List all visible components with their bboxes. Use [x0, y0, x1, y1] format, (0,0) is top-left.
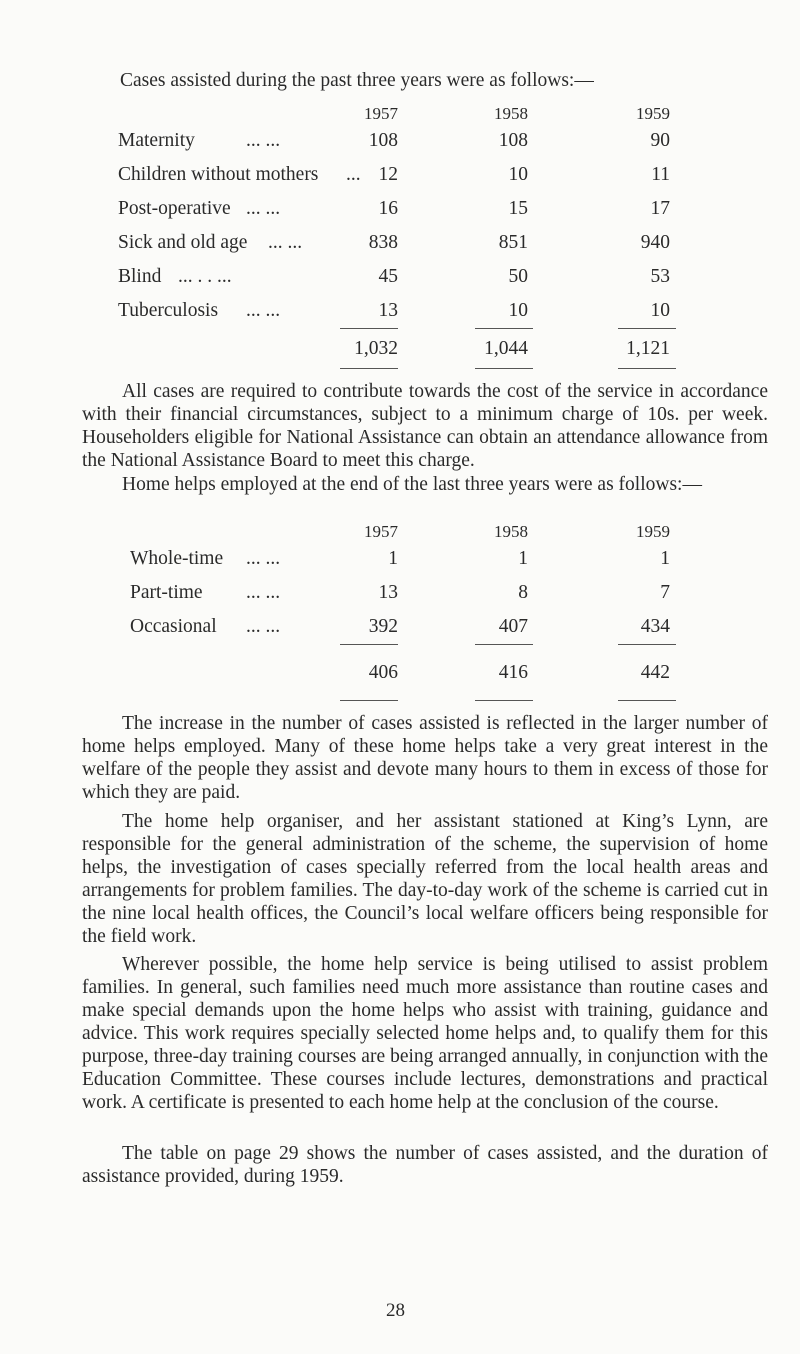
- total-rule: [475, 328, 533, 329]
- cell-1957: 838: [368, 232, 398, 253]
- table-reference-paragraph: The table on page 29 shows the number of cases assisted, and the duration of assistance provided, during 1959.: [82, 1143, 768, 1187]
- table-row: [118, 548, 678, 572]
- total-1959: 442: [640, 662, 670, 683]
- leader-dots: ... ...: [246, 300, 281, 321]
- leader-dots: ... ...: [268, 232, 303, 253]
- leader-dots: ...: [346, 164, 361, 185]
- total-rule: [340, 328, 398, 329]
- cases-year-1958: 1958: [494, 104, 528, 123]
- problem-families-paragraph: Wherever possible, the home help service is being utilised to assist problem families. In general, such families need much more assistance than routine cases and make special demands upon the home helps who assist with training, guidance and advice. This work requires specially selected home helps and, to qualify them for this purpose, three-day training courses are being arranged annually, in conjunction with the Education Committee. These courses include lectures, demonstrations and practical work. A certificate is presented to each home help at the conclusion of the course.: [82, 954, 768, 1113]
- table-row: [118, 582, 678, 606]
- table-row: [118, 198, 678, 222]
- cell-1959: 940: [640, 232, 670, 253]
- cell-1959: 1: [660, 548, 670, 569]
- home-helps-totals: [118, 662, 678, 688]
- row-label: Whole-time: [130, 548, 224, 569]
- cell-1958: 10: [508, 164, 528, 185]
- total-1957: 406: [368, 662, 398, 683]
- row-label: Post-operative: [118, 198, 231, 219]
- cell-1957: 13: [378, 300, 398, 321]
- table-row: [118, 266, 678, 290]
- table-row: [118, 130, 678, 154]
- cell-1958: 1: [518, 548, 528, 569]
- total-rule: [475, 700, 533, 701]
- cell-1958: 10: [508, 300, 528, 321]
- table-row: [118, 164, 678, 188]
- total-1958: 1,044: [484, 338, 528, 359]
- cell-1958: 851: [498, 232, 528, 253]
- total-rule: [340, 700, 398, 701]
- increase-paragraph: The increase in the number of cases assisted is reflected in the larger number of home helps employed. Many of these home helps take a very great interest in the welfare of the people they assist and devote many hours to them in excess of those for which they are paid.: [82, 713, 768, 803]
- row-label: Occasional: [130, 616, 217, 637]
- cell-1959: 90: [650, 130, 670, 151]
- cases-totals: [118, 338, 678, 364]
- leader-dots: ... ...: [246, 198, 281, 219]
- helps-year-1958: 1958: [494, 522, 528, 541]
- row-label: Children without mothers: [118, 164, 319, 185]
- helps-year-1959: 1959: [636, 522, 670, 541]
- row-label: Sick and old age: [118, 232, 248, 253]
- cases-year-1957: 1957: [364, 104, 398, 123]
- cell-1959: 53: [650, 266, 670, 287]
- row-label: Part-time: [130, 582, 203, 603]
- total-rule: [618, 644, 676, 645]
- organiser-paragraph: The home help organiser, and her assistant stationed at King’s Lynn, are responsible for the general administration of the scheme, the supervision of home helps, the investigation of cases specially referred from the local health areas and arrangements for problem families. The day-to-day work of the scheme is carried cut in the nine local health offices, the Council’s local welfare officers being responsible for the field work.: [82, 811, 768, 947]
- total-rule: [618, 700, 676, 701]
- cases-year-1959: 1959: [636, 104, 670, 123]
- leader-dots: ... . . ...: [178, 266, 232, 287]
- home-helps-intro: Home helps employed at the end of the last three years were as follows:—: [122, 474, 702, 495]
- home-helps-table: [118, 518, 678, 658]
- total-1957: 1,032: [354, 338, 398, 359]
- total-rule: [618, 368, 676, 369]
- cell-1958: 50: [508, 266, 528, 287]
- cell-1958: 407: [498, 616, 528, 637]
- table-row: [118, 616, 678, 640]
- page-number: 28: [386, 1300, 405, 1321]
- row-label: Maternity: [118, 130, 195, 151]
- cell-1957: 16: [378, 198, 398, 219]
- leader-dots: ... ...: [246, 616, 281, 637]
- cell-1959: 11: [651, 164, 670, 185]
- total-rule: [618, 328, 676, 329]
- total-rule: [340, 644, 398, 645]
- cell-1959: 7: [660, 582, 670, 603]
- cell-1957: 12: [378, 164, 398, 185]
- cell-1958: 108: [498, 130, 528, 151]
- cell-1958: 8: [518, 582, 528, 603]
- cell-1957: 108: [368, 130, 398, 151]
- cell-1957: 45: [378, 266, 398, 287]
- cell-1958: 15: [508, 198, 528, 219]
- row-label: Tuberculosis: [118, 300, 219, 321]
- total-rule: [475, 368, 533, 369]
- contribution-paragraph: All cases are required to contribute towards the cost of the service in accordance with their financial circumstances, subject to a minimum charge of 10s. per week. Householders eligible for National Assistance can obtain an attendance allowance from the National Assistance Board to meet this charge.: [82, 381, 768, 471]
- cell-1957: 392: [368, 616, 398, 637]
- helps-year-1957: 1957: [364, 522, 398, 541]
- table-row: [118, 300, 678, 324]
- cell-1957: 13: [378, 582, 398, 603]
- cell-1959: 17: [650, 198, 670, 219]
- total-1958: 416: [498, 662, 528, 683]
- total-rule: [340, 368, 398, 369]
- leader-dots: ... ...: [246, 548, 281, 569]
- leader-dots: ... ...: [246, 130, 281, 151]
- total-1959: 1,121: [626, 338, 670, 359]
- cell-1957: 1: [388, 548, 398, 569]
- row-label: Blind: [118, 266, 162, 287]
- cell-1959: 434: [640, 616, 670, 637]
- cases-intro: Cases assisted during the past three years were as follows:—: [120, 70, 594, 91]
- cell-1959: 10: [650, 300, 670, 321]
- leader-dots: ... ...: [246, 582, 281, 603]
- cases-table: [118, 100, 678, 340]
- table-row: [118, 232, 678, 256]
- total-rule: [475, 644, 533, 645]
